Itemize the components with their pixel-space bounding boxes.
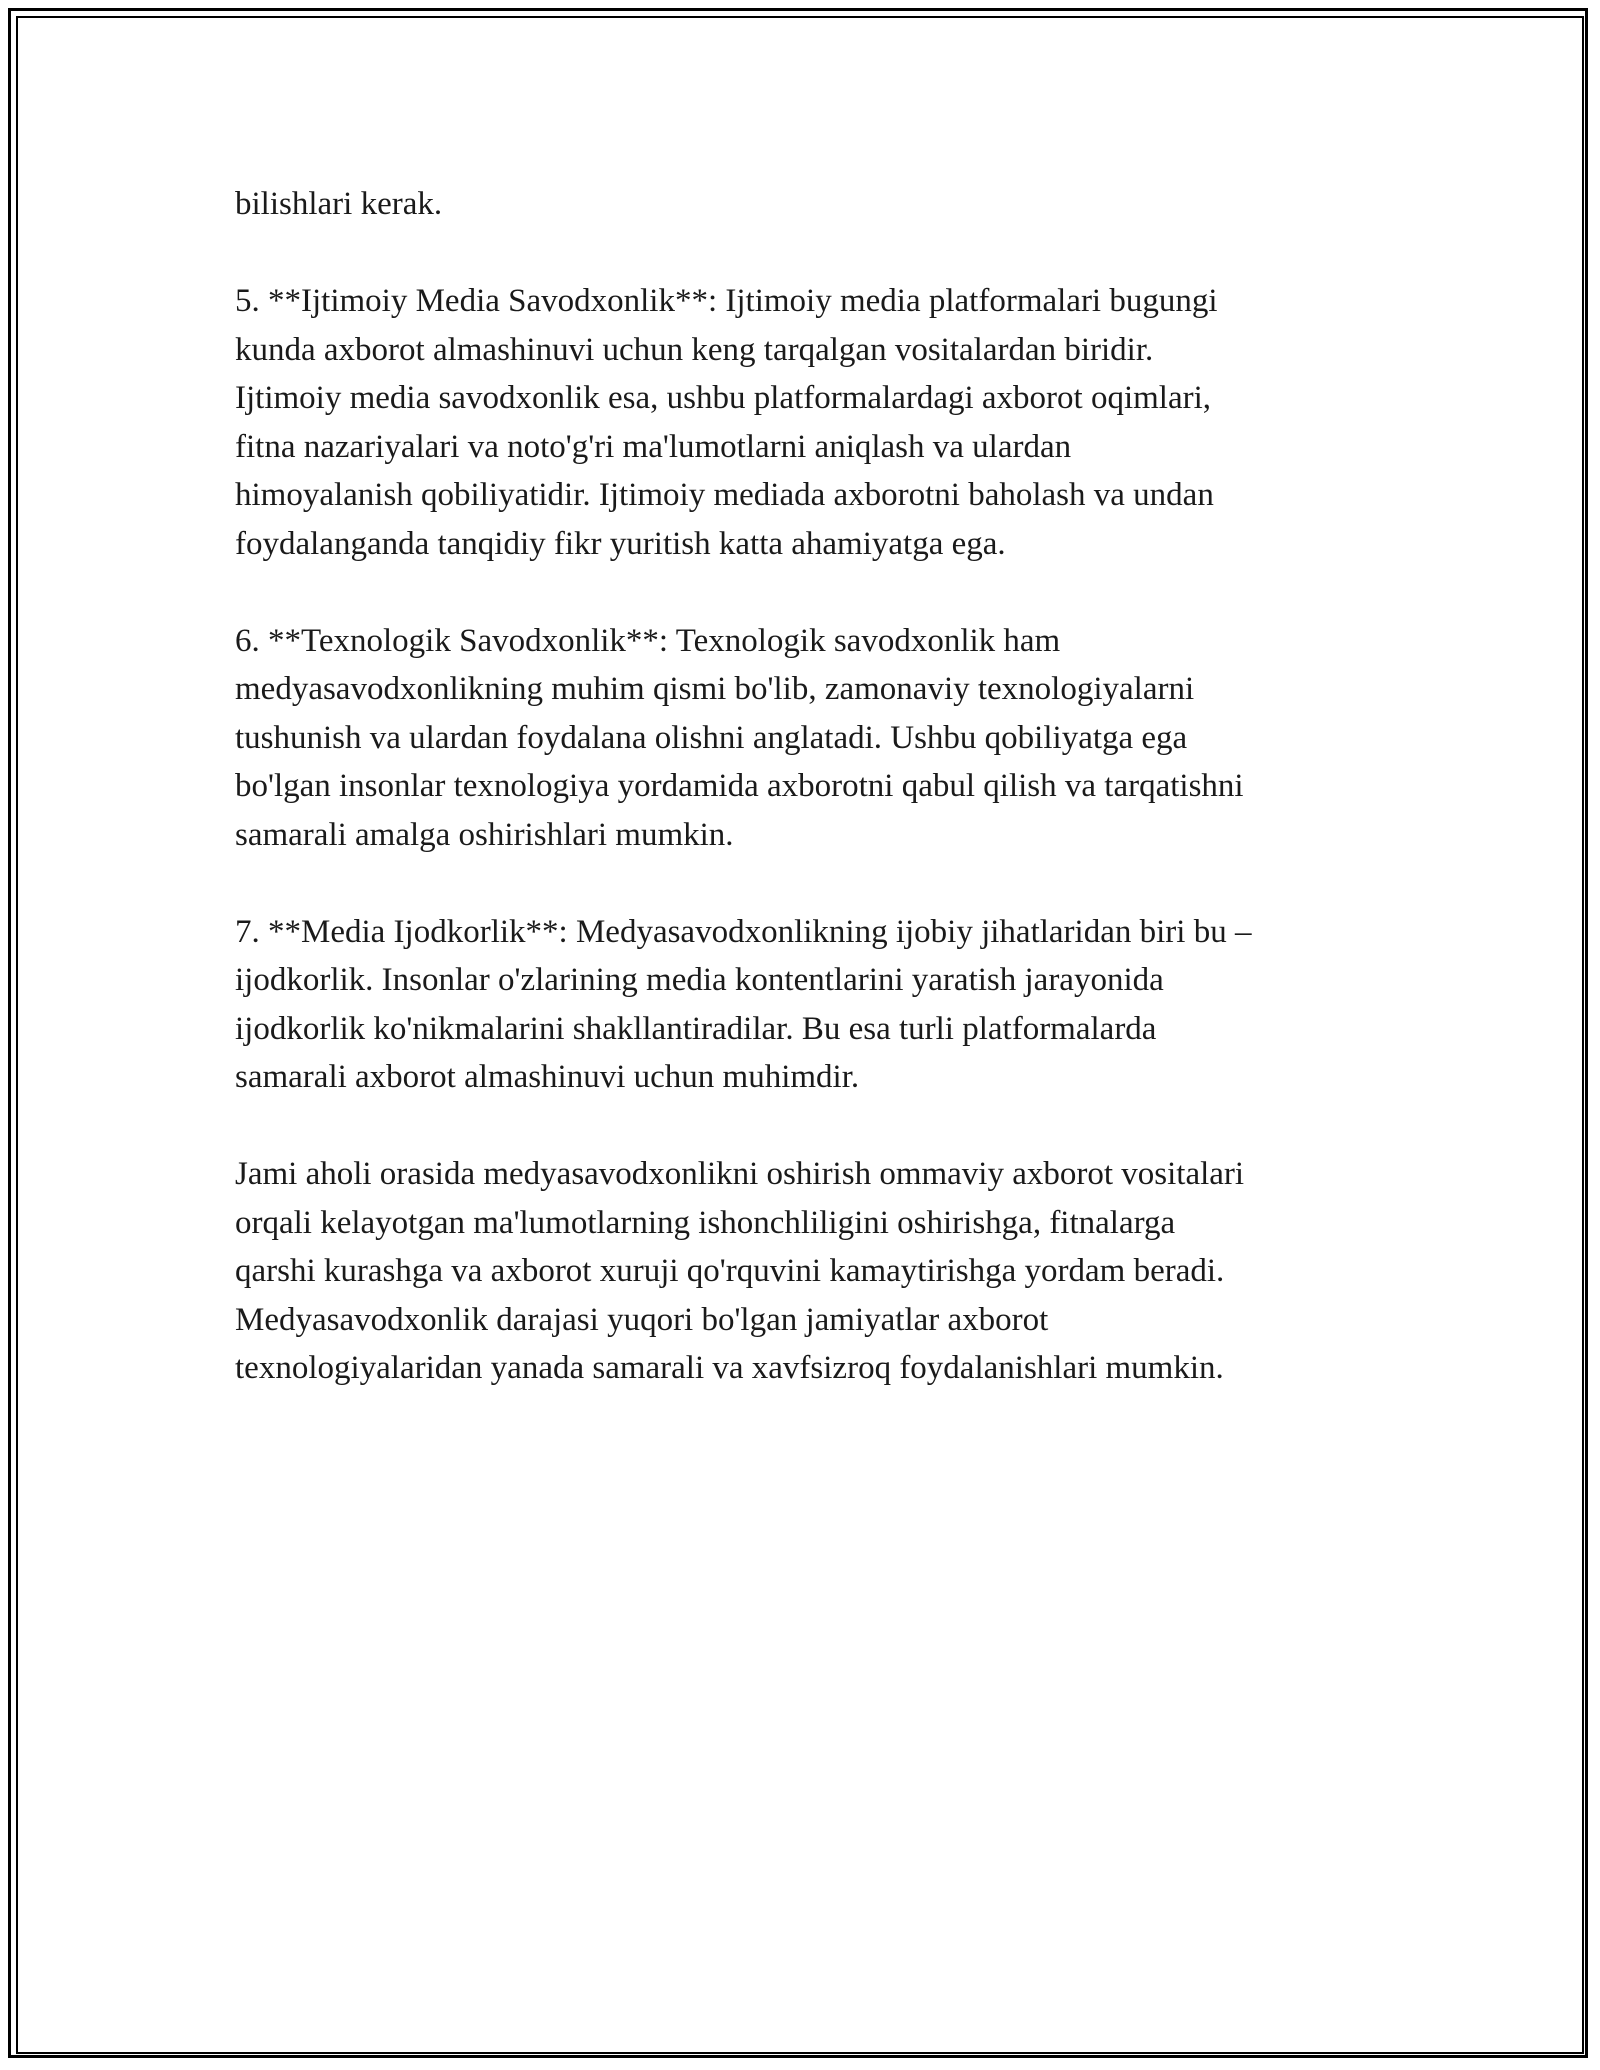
text-line: Jami aholi orasida medyasavodxonlikni oshirish ommaviy axborot vositalari [235,1156,1245,1192]
text-line: Ijtimoiy media savodxonlik esa, ushbu platformalardagi axborot oqimlari, [235,380,1212,416]
text-line: 7. **Media Ijodkorlik**: Medyasavodxonlikning ijobiy jihatlaridan biri bu – [235,913,1252,950]
text-line: Medyasavodxonlik darajasi yuqori bo'lgan jamiyatlar axborot [235,1301,1049,1338]
text-line: samarali amalga oshirishlari mumkin. [235,816,734,853]
text-line: medyasavodxonlikning muhim qismi bo'lib, zamonaviy texnologiyalarni [235,671,1195,707]
paragraph-conclusion [235,1150,1370,1393]
text-line: ijodkorlik. Insonlar o'zlarining media kontentlarini yaratish jarayonida [235,962,1164,998]
text-line: qarshi kurashga va axborot xuruji qo'rquvini kamaytirishga yordam beradi. [235,1253,1225,1289]
text-line: texnologiyalaridan yanada samarali va xavfsizroq foydalanishlari mumkin. [235,1350,1224,1386]
text-line: samarali axborot almashinuvi uchun muhimdir. [235,1059,860,1095]
paragraph-technological-literacy [235,617,1370,860]
text-line: himoyalanish qobiliyatidir. Ijtimoiy mediada axborotni baholash va undan [235,477,1214,513]
paragraph-continuation [235,180,1370,229]
text-line: kunda axborot almashinuvi uchun keng tarqalgan vositalardan biridir. [235,331,1154,368]
document-body [235,180,1370,1441]
text-line: fitna nazariyalari va noto'g'ri ma'lumotlarni aniqlash va ulardan [235,428,1072,465]
text-line: bo'lgan insonlar texnologiya yordamida axborotni qabul qilish va tarqatishni [235,768,1244,804]
text-line: 6. **Texnologik Savodxonlik**: Texnologik savodxonlik ham [235,622,1061,659]
text-line: foydalanganda tanqidiy fikr yuritish katta ahamiyatga ega. [235,525,1006,562]
text-line: ijodkorlik ko'nikmalarini shakllantiradilar. Bu esa turli platformalarda [235,1010,1157,1047]
text-line: bilishlari kerak. [235,186,443,222]
text-line: 5. **Ijtimoiy Media Savodxonlik**: Ijtimoiy media platformalari bugungi [235,283,1218,319]
paragraph-social-media-literacy [235,277,1370,568]
text-line: tushunish va ulardan foydalana olishni anglatadi. Ushbu qobiliyatga ega [235,719,1188,756]
text-line: orqali kelayotgan ma'lumotlarning ishonchliligini oshirishga, fitnalarga [235,1204,1176,1241]
paragraph-media-creativity [235,908,1370,1102]
